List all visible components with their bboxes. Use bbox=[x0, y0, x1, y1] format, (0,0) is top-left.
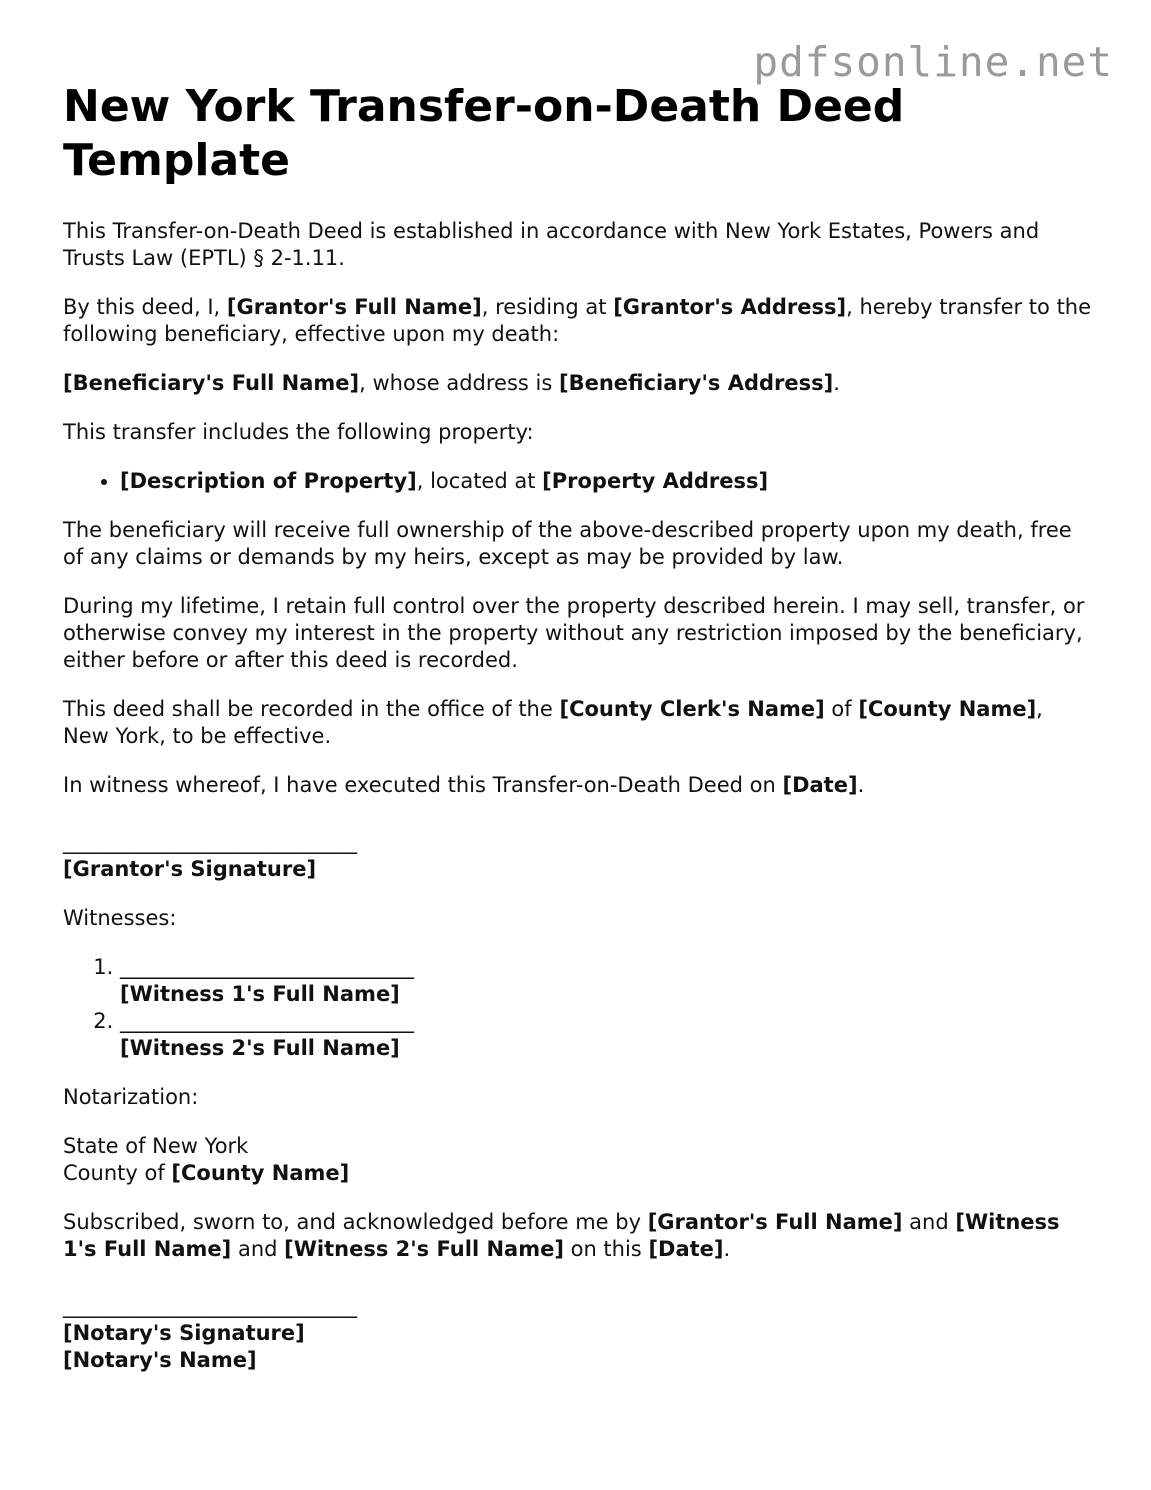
witness-2-name-placeholder: [Witness 2's Full Name] bbox=[284, 1237, 564, 1261]
witness-item bbox=[120, 1008, 1093, 1062]
witness-clause-text: In witness whereof, I have executed this Transfer-on-Death Deed on bbox=[63, 773, 783, 797]
county-line-text: County of bbox=[63, 1161, 172, 1185]
recording-text-pre: This deed shall be recorded in the office of the bbox=[63, 697, 560, 721]
grantor-address-placeholder: [Grantor's Address] bbox=[613, 295, 847, 319]
state-line: State of New York bbox=[63, 1134, 249, 1158]
beneficiary-paragraph bbox=[63, 370, 1093, 397]
subscribed-paragraph bbox=[63, 1209, 1093, 1263]
date-placeholder: [Date] bbox=[648, 1237, 724, 1261]
grant-text-post: , hereby transfer to the following beneficiary, effective upon my death: bbox=[63, 295, 1092, 346]
subscribed-text-post: . bbox=[723, 1237, 731, 1261]
beneficiary-text-post: . bbox=[833, 371, 840, 395]
recording-text-mid: of bbox=[824, 697, 859, 721]
witness-1-signature-line[interactable]: 1. ____________________________ bbox=[120, 955, 414, 979]
witness-list bbox=[63, 954, 1093, 1062]
property-address-placeholder: [Property Address] bbox=[542, 469, 769, 493]
date-placeholder: [Date] bbox=[782, 773, 858, 797]
witness-clause bbox=[63, 772, 1093, 799]
grantor-name-placeholder: [Grantor's Full Name] bbox=[226, 295, 482, 319]
intro-paragraph: This Transfer-on-Death Deed is established in accordance with New York Estates, Powers and Trusts Law (EPTL) § 2-1.11. bbox=[63, 219, 1040, 270]
beneficiary-text-mid: , whose address is bbox=[359, 371, 559, 395]
grant-text-pre: By this deed, I, bbox=[63, 295, 227, 319]
venue-block bbox=[63, 1133, 1093, 1187]
grantor-signature-block bbox=[63, 829, 1093, 883]
notary-name-label: [Notary's Name] bbox=[63, 1348, 257, 1372]
subscribed-text-and: and bbox=[902, 1210, 956, 1234]
grant-text-mid: , residing at bbox=[481, 295, 614, 319]
page-title: New York Transfer-on-Death Deed Template bbox=[63, 81, 905, 186]
witness-1-name-placeholder: [Witness 1's Full Name] bbox=[63, 1210, 1060, 1261]
beneficiary-address-placeholder: [Beneficiary's Address] bbox=[559, 371, 834, 395]
grant-paragraph bbox=[63, 294, 1093, 348]
witness-2-signature-line[interactable]: 2. ____________________________ bbox=[120, 1009, 414, 1033]
grantor-name-placeholder: [Grantor's Full Name] bbox=[647, 1210, 903, 1234]
watermark: pdfsonline.net bbox=[753, 38, 1113, 86]
beneficiary-name-placeholder: [Beneficiary's Full Name] bbox=[63, 371, 360, 395]
notary-signature-block bbox=[63, 1293, 1093, 1374]
county-name-placeholder: [County Name] bbox=[171, 1161, 350, 1185]
property-item bbox=[120, 468, 1093, 495]
notary-signature-line[interactable]: ____________________________ bbox=[63, 1294, 357, 1318]
witnesses-label: Witnesses: bbox=[63, 906, 177, 930]
county-clerk-placeholder: [County Clerk's Name] bbox=[559, 697, 825, 721]
property-intro: This transfer includes the following property: bbox=[63, 420, 534, 444]
document-body bbox=[63, 80, 1093, 1396]
subscribed-text-on: on this bbox=[563, 1237, 649, 1261]
notarization-label: Notarization: bbox=[63, 1085, 199, 1109]
grantor-signature-label: [Grantor's Signature] bbox=[63, 857, 317, 881]
notary-signature-label: [Notary's Signature] bbox=[63, 1321, 305, 1345]
recording-paragraph bbox=[63, 696, 1093, 750]
subscribed-text-pre: Subscribed, sworn to, and acknowledged before me by bbox=[63, 1210, 648, 1234]
subscribed-text-and: and bbox=[231, 1237, 285, 1261]
witness-clause-post: . bbox=[857, 773, 865, 797]
witness-2-name-placeholder: [Witness 2's Full Name] bbox=[120, 1036, 400, 1060]
property-text-mid: , located at bbox=[416, 469, 543, 493]
ownership-paragraph: The beneficiary will receive full ownership of the above-described property upon my death, free of any claims or demands by my heirs, except as may be provided by law. bbox=[63, 518, 1072, 569]
control-paragraph: During my lifetime, I retain full control over the property described herein. I may sell, transfer, or otherwise convey my interest in the property without any restriction imposed by the beneficiary, either before or after this deed is recorded. bbox=[63, 594, 1085, 672]
witness-1-name-placeholder: [Witness 1's Full Name] bbox=[120, 982, 400, 1006]
county-name-placeholder: [County Name] bbox=[858, 697, 1037, 721]
witness-item bbox=[120, 954, 1093, 1008]
property-description-placeholder: [Description of Property] bbox=[120, 469, 417, 493]
recording-text-post: , New York, to be effective. bbox=[63, 697, 1043, 748]
grantor-signature-line[interactable]: ____________________________ bbox=[63, 830, 357, 854]
property-list bbox=[63, 468, 1093, 495]
